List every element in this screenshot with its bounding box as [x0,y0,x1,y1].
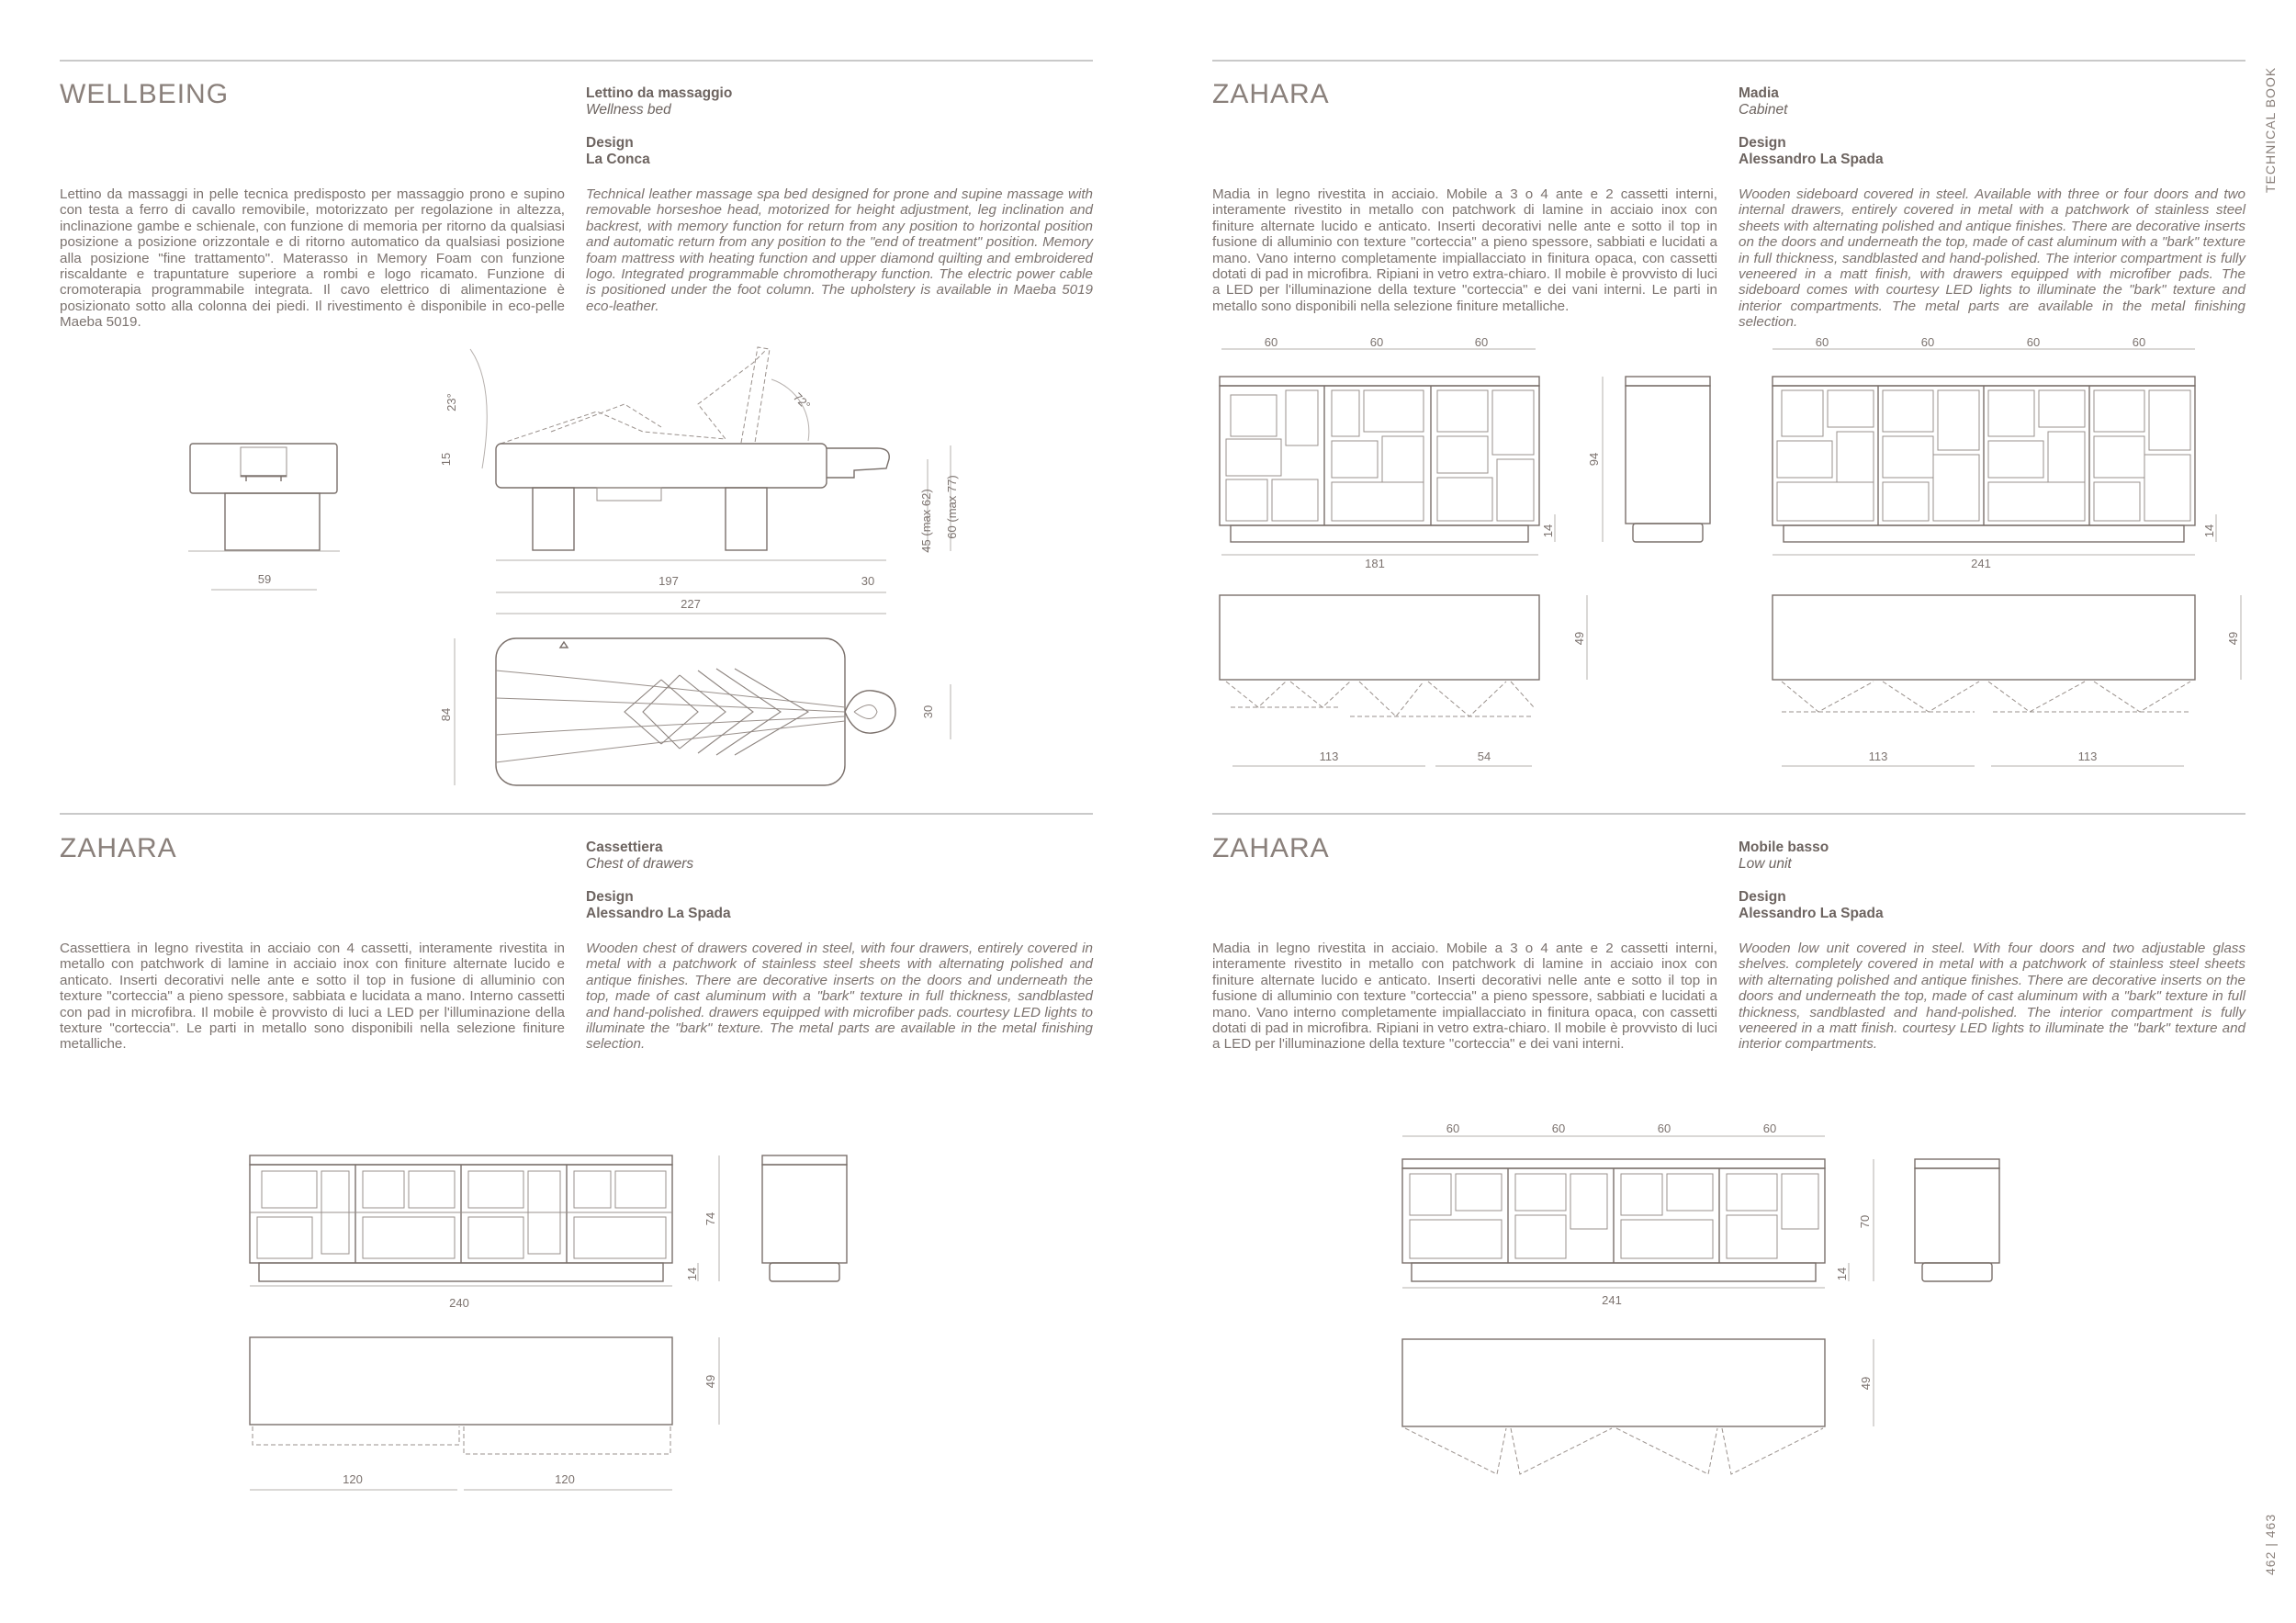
dim-height-14: 14 [685,1267,699,1281]
dim-length-227: 227 [681,597,701,611]
brand-title: ZAHARA [60,833,177,863]
cabinet-4-front [1773,335,2216,570]
product-name-en: Cabinet [1739,102,1788,118]
description-it: Cassettiera in legno rivestita in acciaio con 4 cassetti, interamente rivestita in metallo con patchwork di lamine in acciaio inox con finiture alternate lucido e anticato. Inserti decorativi nelle ante e sotto il top in fusione di alluminio con texture "corteccia" a pieno spessore, sabbiata e lucidata a mano. Interno cassetti con pad in microfibra. Il mobile è provvisto di luci a LED per l'illuminazione della texture "corteccia". Le parti in metallo sono disponibili nella selezione finiture metalliche. [60,941,565,1053]
dim-open-113: 113 [2077,750,2098,763]
cabinet-4-plan [1773,595,2241,766]
low-unit-plan [1402,1339,1874,1474]
description-en: Wooden sideboard covered in steel. Available with three or four doors and two internal drawers, entirely covered in metal with a patchwork of stainless steel sheets with alternating polished and antique finishes. There are decorative inserts on the doors and underneath the top, made of cast aluminum with a "bark" texture in full thickness, sandblasted and hand-polished. The interior compartment is fully veneered in a matt finish, with drawers equipped with microfiber pads. The sideboard comes with courtesy LED lights to illuminate the "bark" texture and interior compartments. The metal parts are available in the metal finishing selection. [1739,186,2245,331]
dim-width-181: 181 [1365,557,1385,570]
product-name-it: Mobile basso [1739,840,1829,855]
description-en: Technical leather massage spa bed designed for prone and supine massage with removable horseshoe head, motorized for height adjustment, leg inclination and backrest, with memory function for return from any position to horizontal position and automatic return from any position to the "end of treatment" position. Memory foam mattress with heating function and upper diamond quilting and embroidered logo. Integrated programmable chromotherapy function. The electric power cable is positioned under the foot column. The upholstery is available in Maeba 5019 eco-leather. [586,186,1093,314]
product-name-en: Wellness bed [586,102,671,118]
dim-width-240: 240 [449,1296,469,1310]
dim-height-60: 60 (max 77) [945,475,959,539]
dim-60: 60 [1446,1121,1460,1135]
dim-60: 60 [1551,1121,1566,1135]
chest-side [762,1155,847,1281]
cabinet-3-plan [1220,595,1587,766]
product-name-it: Madia [1739,85,1779,101]
description-it: Madia in legno rivestita in acciaio. Mobile a 3 o 4 ante e 2 cassetti interni, interamente rivestito in metallo con patchwork di lamine in acciaio inox con finiture alternate lucido e anticato. Inserti decorativi nelle ante e sotto il top in fusione di alluminio con texture "corteccia" a pieno spessore, sabbiati e lucidati a mano. Vano interno completamente impiallacciato in finitura opaca, con cassetti dotati di pad in microfibra. Ripiani in vetro extra-chiaro. Il mobile è provvisto di luci a LED per l'illuminazione della texture "corteccia" e dei vani interni. Le parti in metallo sono disponibili nella selezione finiture metalliche. [1212,186,1717,314]
technical-book-label: TECHNICAL BOOK [2263,66,2278,193]
dim-width-59: 59 [257,572,272,586]
dim-head-30: 30 [921,704,935,719]
dim-height-14: 14 [1835,1267,1849,1281]
chest-front [250,1155,719,1310]
design-label: Design [586,889,634,905]
dim-height-45: 45 (max 62) [919,489,933,553]
dim-60: 60 [1474,335,1489,349]
designer-name: Alessandro La Spada [586,906,731,921]
brand-title: ZAHARA [1212,79,1330,109]
dim-open-113: 113 [1319,750,1339,763]
dim-angle-72: 72° [790,389,814,413]
product-name-en: Low unit [1739,856,1792,872]
description-it: Lettino da massaggi in pelle tecnica predisposto per massaggio prono e supino con testa a ferro di cavallo removibile, motorizzato per regolazione in altezza, inclinazione gambe e schienale, con funzione di memoria per ritorno da qualsiasi posizione a posizione orizzontale e di ritorno automatico da qualsiasi posizione alla posizione "fine trattamento". Materasso in Memory Foam con funzione riscaldante e trapuntature superiore a rombi e logo ricamato. Funzione di cromoterapia programmabile integrata. Il cavo elettrico di alimentazione è posizionato sotto alla colonna dei piedi. Il rivestimento è disponibile in eco-pelle Maeba 5019. [60,186,565,331]
description-en: Wooden chest of drawers covered in steel, with four drawers, entirely covered in metal with a patchwork of stainless steel sheets with alternating polished and antique finishes. There are decorative inserts on the doors and underneath the top, made of cast aluminum with a "bark" texture in full thickness, sandblasted and hand-polished. drawers equipped with microfiber pads. courtesy LED lights to illuminate the "bark" texture. The metal parts are available in the metal finishing selection. [586,941,1093,1053]
dim-depth-49: 49 [703,1374,717,1389]
dim-width-241: 241 [1971,557,1991,570]
product-name-it: Cassettiera [586,840,663,855]
description-it: Madia in legno rivestita in acciaio. Mobile a 3 o 4 ante e 2 cassetti interni, interamente rivestito in metallo con patchwork di lamine in acciaio inox con finiture alternate lucido e anticato. Inserti decorativi nelle ante e sotto il top in fusione di alluminio con texture "corteccia" a pieno spessore, sabbiati e lucidati a mano. Vano interno completamente impiallacciato in finitura opaca, con cassetti dotati di pad in microfibra. Ripiani in vetro extra-chiaro. Il mobile è provvisto di luci a LED per l'illuminazione della texture "corteccia" e dei vani interni. [1212,941,1717,1053]
page-numbers: 462 | 463 [2263,1513,2278,1575]
dim-angle-23: 23° [445,393,458,411]
dim-height-94: 94 [1587,452,1601,467]
chest-plan [250,1337,719,1490]
design-label: Design [1739,889,1786,905]
dim-width-84: 84 [439,707,453,722]
design-label: Design [1739,135,1786,151]
dim-open-113: 113 [1868,750,1888,763]
dim-60: 60 [1264,335,1278,349]
bed-front-view [188,444,340,590]
description-en: Wooden low unit covered in steel. With four doors and two adjustable glass shelves. completely covered in metal with a patchwork of stainless steel sheets with alternating polished and antique finishes. There are decorative inserts on the doors and underneath the top, made of cast aluminum with a "bark" texture in full thickness, sandblasted and hand-polished. The interior compartment is fully veneered in a matt finish. courtesy LED lights to illuminate the "bark" texture and interior compartments. [1739,941,2245,1053]
dim-height-14: 14 [2202,524,2216,538]
dim-depth-49: 49 [1859,1376,1873,1391]
dim-open-120: 120 [343,1472,363,1486]
cabinet-side-view [1587,377,1710,542]
dim-60: 60 [1369,335,1384,349]
product-name-en: Chest of drawers [586,856,694,872]
dim-60: 60 [1762,1121,1777,1135]
dim-depth-49: 49 [2226,631,2240,646]
dim-length-30: 30 [861,574,875,588]
dim-height-70: 70 [1858,1214,1872,1229]
brand-title: WELLBEING [60,79,230,109]
design-label: Design [586,135,634,151]
designer-name: La Conca [586,152,650,167]
dim-60: 60 [1920,335,1935,349]
bed-side-view [439,347,959,614]
cabinet-3-front [1220,335,1555,570]
dim-height-74: 74 [703,1212,717,1226]
product-name-it: Lettino da massaggio [586,85,733,101]
dim-open-120: 120 [555,1472,575,1486]
dim-60: 60 [1815,335,1829,349]
dim-height-14: 14 [1541,524,1555,538]
dim-height-15: 15 [439,452,453,467]
low-unit-side [1915,1159,1999,1281]
designer-name: Alessandro La Spada [1739,906,1884,921]
dim-length-197: 197 [658,574,679,588]
bed-top-view [439,638,951,785]
designer-name: Alessandro La Spada [1739,152,1884,167]
dim-open-54: 54 [1477,750,1491,763]
dim-depth-49: 49 [1572,631,1586,646]
dim-60: 60 [2132,335,2146,349]
dim-60: 60 [1657,1121,1671,1135]
dim-60: 60 [2026,335,2041,349]
brand-title: ZAHARA [1212,833,1330,863]
low-unit-front [1402,1121,1874,1307]
dim-width-241: 241 [1602,1293,1622,1307]
